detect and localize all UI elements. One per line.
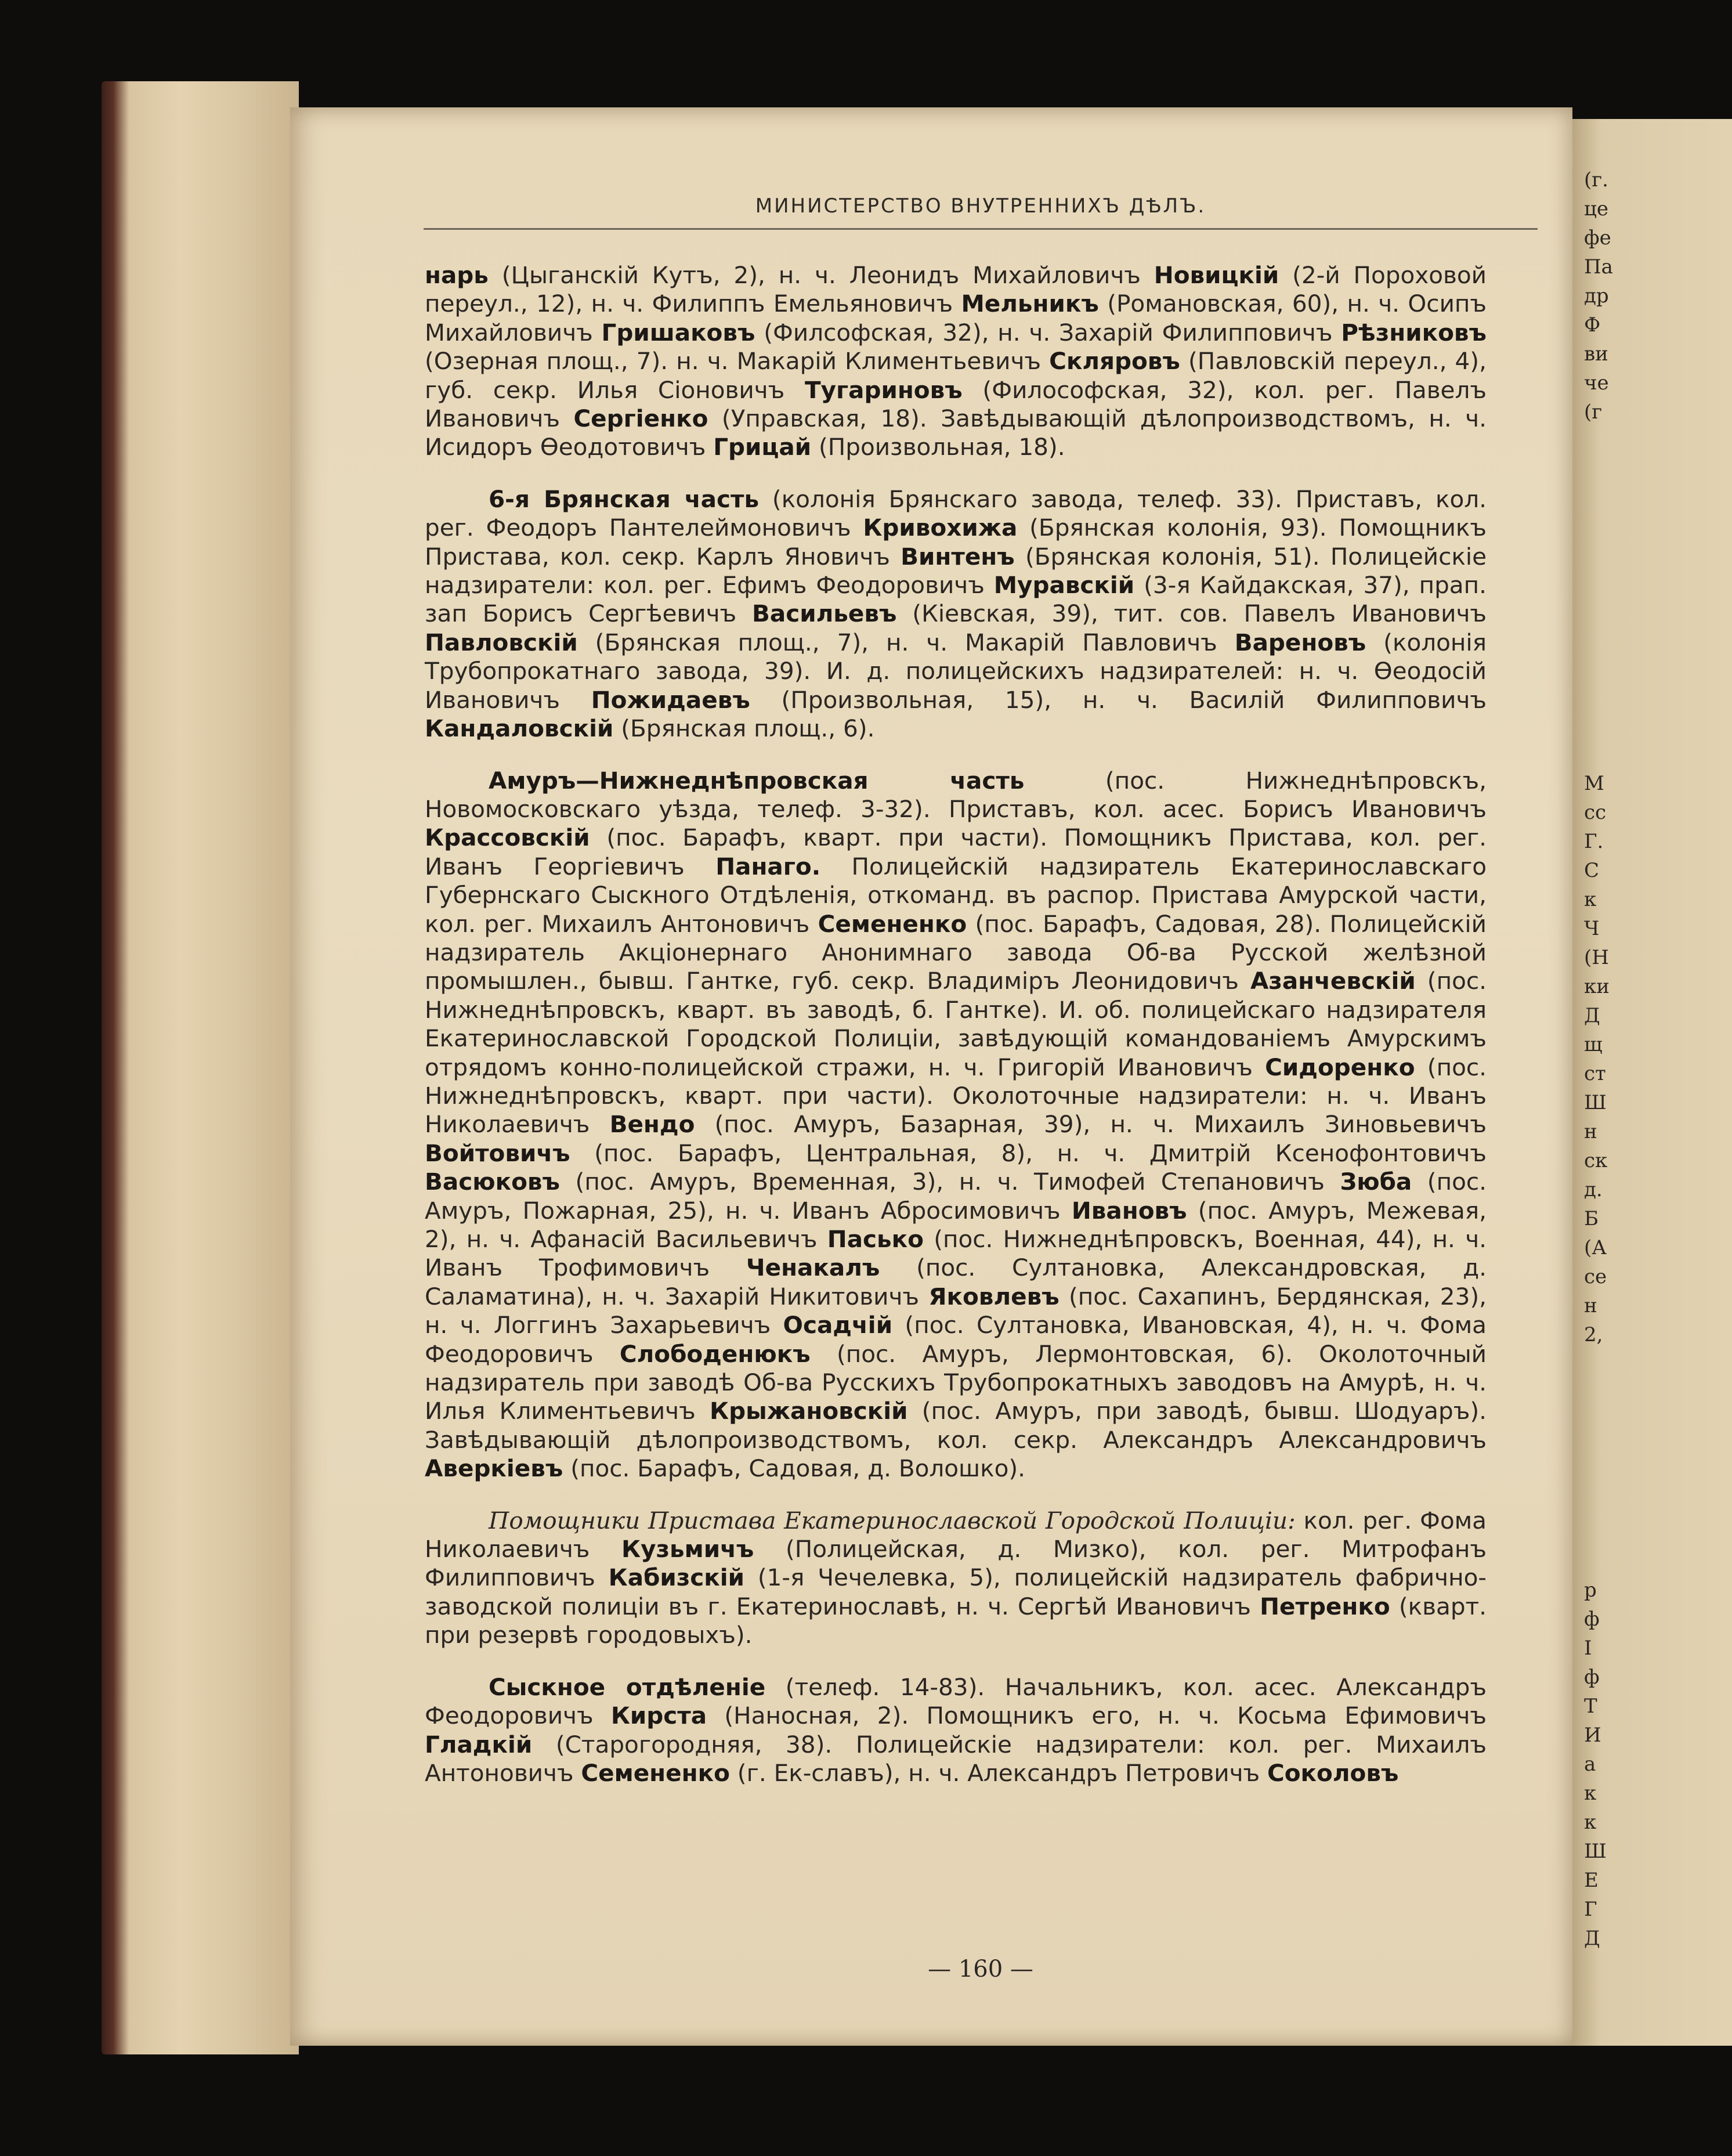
adjacent-page-text: фе bbox=[1584, 226, 1611, 250]
body-text: (пос. Барафъ, Центральная, 8), н. ч. Дмитрій Ксенофонтовичъ bbox=[570, 1139, 1487, 1167]
adjacent-page-text: 2, bbox=[1584, 1323, 1603, 1346]
adjacent-page-text: I bbox=[1584, 1637, 1592, 1660]
body-text: (пос. Султановка, Александровская, д. Саламатина), н. ч. Захарій Никитовичъ bbox=[425, 1254, 1487, 1310]
running-header: МИНИСТЕРСТВО ВНУТРЕННИХЪ ДѢЛЪ. bbox=[755, 194, 1206, 218]
bold-name: Войтовичъ bbox=[425, 1139, 570, 1167]
body-text: (колонія Брянскаго завода, телеф. 33). Приставъ, кол. рег. Феодоръ Пантелеймоновичъ bbox=[425, 485, 1487, 542]
adjacent-page-text: а bbox=[1584, 1753, 1596, 1776]
book-page-edges bbox=[102, 81, 299, 2054]
bold-name: Тугариновъ bbox=[804, 375, 963, 404]
bold-name: Зюба bbox=[1340, 1168, 1412, 1196]
bold-name: Гришаковъ bbox=[601, 318, 755, 346]
adjacent-page-text: Д bbox=[1584, 1004, 1600, 1027]
adjacent-page-text: н bbox=[1584, 1120, 1597, 1143]
adjacent-page-fragment bbox=[1572, 119, 1732, 2046]
bold-name: Крыжановскій bbox=[709, 1397, 908, 1425]
bold-name: Ченакалъ bbox=[746, 1254, 880, 1282]
bold-name: Вендо bbox=[609, 1110, 695, 1139]
body-text: (кварт. при резервѣ городовыхъ). bbox=[425, 1592, 1487, 1649]
bold-name: Васильевъ bbox=[752, 600, 897, 628]
adjacent-page-text: р bbox=[1584, 1579, 1597, 1602]
body-text: (пос. Амуръ, Межевая, 2), н. ч. Афанасій Васильевичъ bbox=[425, 1196, 1487, 1253]
body-text: (Кіевская, 39), тит. сов. Павелъ Ивановичъ bbox=[896, 600, 1487, 628]
bold-name: Винтенъ bbox=[901, 542, 1015, 570]
bold-name: Кирста bbox=[610, 1702, 707, 1730]
adjacent-page-text: Б bbox=[1584, 1207, 1599, 1230]
bold-name: Сидоренко bbox=[1265, 1053, 1415, 1081]
bold-name: Кабизскій bbox=[608, 1563, 745, 1592]
body-text: (пос. Амуръ, при заводѣ, бывш. Шодуаръ). Завѣдывающій дѣлопроизводствомъ, кол. секр. Александръ Александровичъ bbox=[425, 1397, 1487, 1454]
adjacent-page-text: ск bbox=[1584, 1149, 1608, 1172]
adjacent-page-text: Г bbox=[1584, 1898, 1597, 1921]
body-text: (телеф. 14-83). Начальникъ, кол. асес. Александръ Феодоровичъ bbox=[425, 1673, 1487, 1730]
bold-name: Ивановъ bbox=[1071, 1196, 1187, 1225]
adjacent-page-text: (А bbox=[1584, 1236, 1607, 1259]
bold-name: Семененко bbox=[818, 909, 967, 938]
body-text: (Цыганскій Кутъ, 2), н. ч. Леонидъ Михайловичъ bbox=[488, 261, 1154, 289]
adjacent-page-text: к bbox=[1584, 1782, 1597, 1805]
bold-name: Яковлевъ bbox=[928, 1282, 1060, 1310]
body-text: (пос. Нижнеднѣпровскъ, кварт. при части). Околоточные надзиратели: н. ч. Иванъ Николаевичъ bbox=[425, 1053, 1487, 1139]
adjacent-page-text: ф bbox=[1584, 1666, 1600, 1689]
body-text: (Филсофская, 32), н. ч. Захарій Филипповичъ bbox=[755, 318, 1342, 346]
adjacent-page-text: н bbox=[1584, 1294, 1597, 1317]
body-text: (Управская, 18). Завѣдывающій дѣлопроизводствомъ, н. ч. Исидоръ Ѳеодотовичъ bbox=[425, 405, 1487, 461]
bold-name: Павловскій bbox=[425, 628, 578, 656]
bold-name: Сергіенко bbox=[573, 405, 708, 433]
page-number: — 160 — bbox=[928, 1956, 1033, 1982]
adjacent-page-text: ф bbox=[1584, 1608, 1600, 1631]
body-text: (Романовская, 60), н. ч. Осипъ Михайловичъ bbox=[425, 290, 1487, 346]
adjacent-page-text: сс bbox=[1584, 801, 1607, 824]
bold-name: Петренко bbox=[1260, 1592, 1390, 1620]
adjacent-page-text: И bbox=[1584, 1724, 1601, 1747]
bold-name: Вареновъ bbox=[1234, 628, 1366, 656]
adjacent-page-text: (г. bbox=[1584, 168, 1608, 192]
adjacent-page-text: М bbox=[1584, 772, 1604, 795]
body-text: (пос. Султановка, Ивановская, 4), н. ч. Фома Феодоровичъ bbox=[425, 1311, 1487, 1368]
body-text: (3-я Кайдакская, 37), прап. зап Борисъ Сергѣевичъ bbox=[425, 571, 1487, 628]
adjacent-page-text: ки bbox=[1584, 975, 1610, 998]
body-text: (пос. Нижнеднѣпровскъ, Новомосковскаго уѣзда, телеф. 3-32). Приставъ, кол. асес. Борисъ Ивановичъ bbox=[425, 766, 1487, 823]
bold-name: Муравскій bbox=[993, 571, 1135, 600]
adjacent-page-text: Па bbox=[1584, 255, 1613, 279]
body-text: (Произвольная, 15), н. ч. Василій Филипповичъ bbox=[750, 685, 1487, 714]
book-page bbox=[290, 107, 1572, 2046]
body-text: (колонія Трубопрокатнаго завода, 39). И. д. полицейскихъ надзирателей: н. ч. Ѳеодосій Ивановичъ bbox=[425, 628, 1487, 714]
body-text: (1-я Чечелевка, 5), полицейскій надзиратель фабрично-заводской полиціи въ г. Екатеринославѣ, н. ч. Сергѣй Ивановичъ bbox=[425, 1563, 1487, 1620]
body-text: (пос. Барафъ, кварт. при части). Помощникъ Пристава, кол. рег. Иванъ Георгіевичъ bbox=[425, 824, 1487, 880]
adjacent-page-text: це bbox=[1584, 197, 1608, 221]
body-text: (пос. Нижнеднѣпровскъ, Военная, 44), н. ч. Иванъ Трофимовичъ bbox=[425, 1225, 1487, 1282]
bold-name: Кандаловскій bbox=[425, 714, 614, 743]
bold-name: Крассовскій bbox=[425, 824, 590, 852]
body-text: (Философская, 32), кол. рег. Павелъ Ивановичъ bbox=[425, 375, 1487, 433]
body-text: (г. Ек-славъ), н. ч. Александръ Петровичъ bbox=[729, 1758, 1267, 1787]
body-paragraph bbox=[425, 1507, 1487, 1650]
adjacent-page-text: че bbox=[1584, 371, 1609, 395]
bold-name: Аверкіевъ bbox=[425, 1454, 563, 1483]
header-rule bbox=[424, 222, 1538, 230]
bold-name: Осадчій bbox=[783, 1311, 893, 1339]
bold-name: Азанчевскій bbox=[1250, 967, 1416, 995]
adjacent-page-text: Г. bbox=[1584, 830, 1604, 853]
bold-name: Васюковъ bbox=[425, 1168, 560, 1196]
adjacent-page-text: ст bbox=[1584, 1062, 1606, 1085]
body-text: (пос. Амуръ, Временная, 3), н. ч. Тимофей Степановичъ bbox=[559, 1168, 1340, 1196]
adjacent-page-text: ви bbox=[1584, 342, 1608, 366]
bold-name: Рѣзниковъ bbox=[1341, 318, 1487, 346]
adjacent-page-text: д. bbox=[1584, 1178, 1603, 1201]
body-text: (Наносная, 2). Помощникъ его, н. ч. Косьма Ефимовичъ bbox=[707, 1702, 1487, 1730]
body-text: (пос. Барафъ, Садовая, д. Волошко). bbox=[563, 1454, 1026, 1483]
page-body bbox=[425, 261, 1487, 1811]
adjacent-page-text: (Н bbox=[1584, 946, 1609, 969]
body-text: (Полицейская, д. Мизко), кол. рег. Митрофанъ Филипповичъ bbox=[425, 1535, 1487, 1592]
bold-name: Амуръ—Нижнеднѣпровская часть bbox=[489, 766, 1025, 794]
bold-name: Гладкій bbox=[425, 1730, 533, 1758]
adjacent-page-text: к bbox=[1584, 1811, 1597, 1834]
body-text: (Брянская площ., 6). bbox=[613, 714, 875, 743]
body-text: (Брянская колонія, 51). Полицейскіе надзиратели: кол. рег. Ефимъ Феодоровичъ bbox=[425, 542, 1487, 600]
adjacent-page-text: Ч bbox=[1584, 917, 1600, 940]
body-text: (пос. Сахапинъ, Бердянская, 23), н. ч. Логгинъ Захарьевичъ bbox=[425, 1282, 1487, 1339]
adjacent-page-text: Ф bbox=[1584, 313, 1601, 337]
bold-name: Пасько bbox=[827, 1225, 924, 1253]
bold-name: нарь bbox=[425, 261, 489, 289]
body-text: (Брянская площ., 7), н. ч. Макарій Павловичъ bbox=[577, 628, 1235, 656]
bold-name: Новицкій bbox=[1154, 261, 1279, 289]
adjacent-page-text: Ш bbox=[1584, 1091, 1607, 1114]
adjacent-page-text: Ш bbox=[1584, 1840, 1607, 1863]
body-text: (Произвольная, 18). bbox=[811, 433, 1065, 461]
adjacent-page-text: Д bbox=[1584, 1927, 1600, 1950]
adjacent-page-text: к bbox=[1584, 888, 1597, 911]
bold-name: Кузьмичъ bbox=[621, 1535, 754, 1563]
body-text: (пос. Амуръ, Базарная, 39), н. ч. Михаилъ Зиновьевичъ bbox=[695, 1110, 1487, 1139]
body-text: (пос. Амуръ, Пожарная, 25), н. ч. Иванъ Абросимовичъ bbox=[425, 1168, 1487, 1225]
adjacent-page-text: Т bbox=[1584, 1695, 1597, 1718]
body-text: (пос. Амуръ, Лермонтовская, 6). Околоточный надзиратель при заводѣ Об-ва Русскихъ Трубопрокатныхъ заводовъ на Амурѣ, н. ч. Илья Климентьевичъ bbox=[425, 1339, 1487, 1425]
bold-name: 6-я Брянская часть bbox=[489, 485, 760, 513]
body-text: (Брянская колонія, 93). Помощникъ Пристава, кол. секр. Карлъ Яновичъ bbox=[425, 514, 1487, 570]
bold-name: Кривохижа bbox=[863, 514, 1018, 542]
bold-name: Соколовъ bbox=[1267, 1758, 1399, 1787]
adjacent-page-text: С bbox=[1584, 859, 1600, 882]
adjacent-page-text: Е bbox=[1584, 1869, 1599, 1892]
bold-name: Сыскное отдѣленіе bbox=[489, 1673, 766, 1701]
body-text: (пос. Нижнеднѣпровскъ, кварт. въ заводѣ, б. Гантке). И. об. полицейскаго надзирателя Екатеринославской Городской Полиціи, завѣдующій командованіемъ Амурскимъ отрядомъ конно-полицейской стражи, н. ч. Григорій Ивановичъ bbox=[425, 967, 1487, 1081]
body-text: (Старогородняя, 38). Полицейскіе надзиратели: кол. рег. Михаилъ Антоновичъ bbox=[425, 1730, 1487, 1787]
adjacent-page-text: щ bbox=[1584, 1033, 1603, 1056]
body-text: кол. рег. Фома Николаевичъ bbox=[425, 1506, 1487, 1563]
bold-name: Панаго. bbox=[715, 852, 821, 880]
body-text: (пос. Барафъ, Садовая, 28). Полицейскій надзиратель Акціонернаго Анонимнаго завода Об-ва Русской желѣзной промышлен., бывш. Гантке, губ. секр. Владиміръ Леонидовичъ bbox=[425, 909, 1487, 995]
bold-name: Грицай bbox=[713, 433, 812, 461]
bold-name: Слободенюкъ bbox=[619, 1339, 811, 1368]
adjacent-page-text: др bbox=[1584, 284, 1609, 308]
body-paragraph bbox=[425, 261, 1487, 462]
bold-name: Семененко bbox=[581, 1758, 730, 1787]
body-paragraph bbox=[425, 1673, 1487, 1788]
body-text: Полицейскій надзиратель Екатеринославскаго Губернскаго Сыскного Отдѣленія, откоманд. въ распор. Пристава Амурской части, кол. рег. Михаилъ Антоновичъ bbox=[425, 852, 1487, 938]
bold-name: Пожидаевъ bbox=[591, 685, 750, 714]
body-paragraph bbox=[425, 485, 1487, 743]
body-text: (2-й Пороховой переул., 12), н. ч. Филиппъ Емельяновичъ bbox=[425, 261, 1487, 318]
body-text: (Павловскій переул., 4), губ. секр. Илья Сіоновичъ bbox=[425, 347, 1487, 404]
bold-name: Мельникъ bbox=[961, 290, 1099, 318]
adjacent-page-text: (г bbox=[1584, 400, 1603, 424]
italic-heading: Помощники Пристава Екатеринославской Городской Полиціи: bbox=[489, 1506, 1296, 1534]
body-paragraph bbox=[425, 767, 1487, 1483]
adjacent-page-text: се bbox=[1584, 1265, 1607, 1288]
body-text: (Озерная площ., 7). н. ч. Макарій Климентьевичъ bbox=[425, 347, 1050, 375]
bold-name: Скляровъ bbox=[1049, 347, 1180, 375]
